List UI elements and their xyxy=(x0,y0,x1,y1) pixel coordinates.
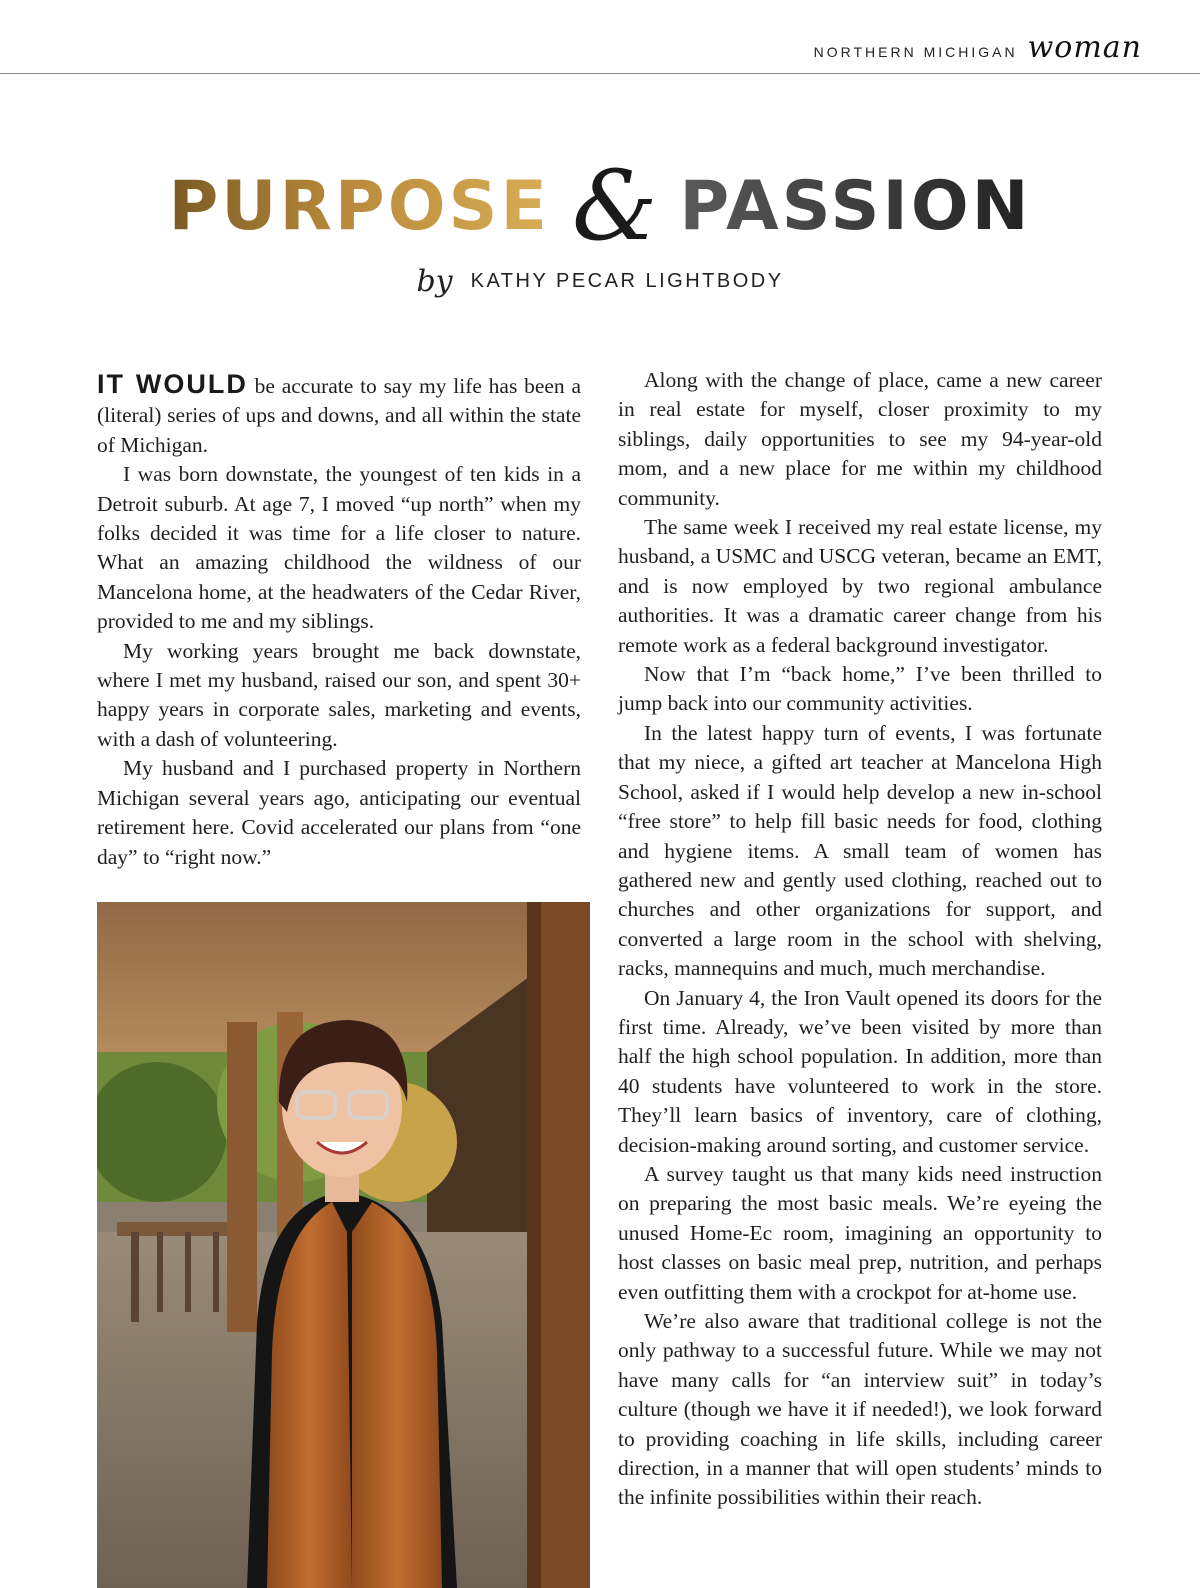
page-header xyxy=(0,0,1200,74)
paragraph: My working years brought me back downstate, where I met my husband, raised our son, and spent 30+ happy years in corporate sales, marketing and events, with a dash of volunteering. xyxy=(97,638,581,751)
author-name: KATHY PECAR LIGHTBODY xyxy=(470,270,784,292)
title-ampersand: & xyxy=(571,150,658,262)
publication-name: NORTHERN MICHIGAN xyxy=(813,44,1018,60)
paragraph xyxy=(97,370,581,460)
publication-script-word: woman xyxy=(1027,30,1142,65)
paragraph: Now that I’m “back home,” I’ve been thrilled to jump back into our community activities. xyxy=(618,662,1102,716)
paragraph-text: be accurate to say my life has been a (literal) series of ups and downs, and all within the state of Michigan. xyxy=(97,374,581,457)
paragraph: Along with the change of place, came a new career in real estate for myself, closer proximity to my siblings, daily opportunities to see my 94-year-old mom, and a new place for me within my childhood community. xyxy=(618,368,1102,510)
article-column-left xyxy=(97,370,581,872)
article-title xyxy=(0,150,1200,262)
paragraph: In the latest happy turn of events, I was fortunate that my niece, a gifted art teacher at Mancelona High School, asked if I would help develop a new in-school “free store” to help fill basic needs for food, clothing and hygiene items. A small team of women has gathered new and gently used clothing, reached out to churches and other organizations for support, and converted a large room in the school with shelving, racks, mannequins and much, much merchandise. xyxy=(618,720,1102,981)
author-photo xyxy=(97,902,590,1588)
title-word-purpose: PURPOSE xyxy=(168,166,550,246)
paragraph: A survey taught us that many kids need instruction on preparing the most basic meals. We’re eyeing the unused Home-Ec room, imagining an opportunity to host classes on basic meal prep, nutrition, and perhaps even outfitting them with a crockpot for at-home use. xyxy=(618,1161,1102,1304)
author-photo-illustration xyxy=(97,902,590,1588)
lead-in-caps: IT WOULD xyxy=(97,369,248,399)
publication-brand xyxy=(813,30,1142,65)
paragraph: On January 4, the Iron Vault opened its doors for the first time. Already, we’ve been visited by more than half the high school population. In addition, more than 40 students have volunteered to work in the store. They’ll learn basics of inventory, care of clothing, decision-making around sorting, and customer service. xyxy=(618,985,1102,1157)
article-column-right xyxy=(618,366,1102,1513)
paragraph: The same week I received my real estate license, my husband, a USMC and USCG veteran, became an EMT, and is now employed by two regional ambulance authorities. It was a dramatic career change from his remote work as a federal background investigator. xyxy=(618,515,1102,657)
paragraph: We’re also aware that traditional college is not the only pathway to a successful future. While we may not have many calls for “an interview suit” in today’s culture (though we have it if needed!), we look forward to providing coaching in life skills, including career direction, in a manner that will open students’ minds to the infinite possibilities within their reach. xyxy=(618,1309,1102,1510)
paragraph: I was born downstate, the youngest of ten kids in a Detroit suburb. At age 7, I moved “up north” when my folks decided it was time for a life closer to nature. What an amazing childhood the wildness of our Mancelona home, at the headwaters of the Cedar River, provided to me and my siblings. xyxy=(97,462,581,634)
byline-by: by xyxy=(416,264,453,299)
byline xyxy=(0,264,1200,299)
paragraph: My husband and I purchased property in Northern Michigan several years ago, anticipating our eventual retirement here. Covid accelerated our plans from “one day” to “right now.” xyxy=(97,756,581,869)
title-word-passion: PASSION xyxy=(679,166,1032,246)
